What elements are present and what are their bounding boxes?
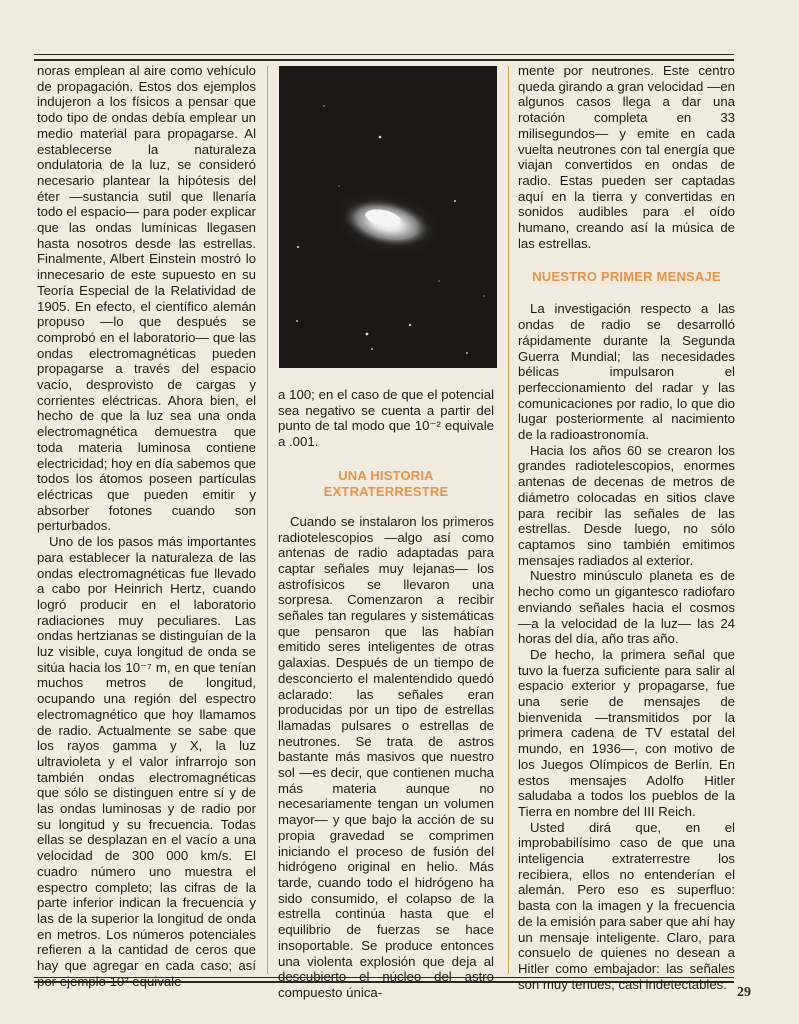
paragraph: Uno de los pasos más importantes para establecer la naturaleza de las ondas electromagnéticas fue llevado a cabo por Heinrich Hertz, cuando logró producir en el laboratorio radiaciones muy peculiares. Las ondas hertzianas se distinguían de la luz visible, cuya longitud de onda se sitúa hacia los 10⁻⁷ m, en que tenían muchos metros de longitud, ocupando una región del espectro electromagnético que hoy llamamos de radio. Actualmente se sabe que los rayos gamma y X, la luz ultravioleta y el valor infrarrojo son también ondas electromagnéticas que sólo se distinguen entre sí y de las ondas luminosas y de radio por su longitud y su frecuencia. Todas ellas se desplazan en el vacío a una velocidad de 300 000 km/s. El cuadro número uno muestra el espectro completo; las cifras de la parte inferior indican la frecuencia y las de la superior la longitud de onda en metros. Los números potenciales refieren a la cantidad de ceros que hay que agregar en cada caso; así por ejemplo 10² equivale xyxy=(37,534,256,989)
paragraph: noras emplean al aire como vehículo de propagación. Estos dos ejemplos indujeron a los físicos a pensar que todo tipo de ondas debía emplear un medio material para propagarse. Al establecerse la naturaleza ondulatoria de la luz, se consideró necesario plantear la hipótesis del éter —sustancia sutil que llenaría todo el espacio— para poder explicar que las ondas lumínicas llegasen hasta nosotros desde las estrellas. Finalmente, Albert Einstein mostró lo innecesario de este supuesto en su Teoría Especial de la Relatividad de 1905. En efecto, el científico alemán propuso —lo que después se comprobó en el laboratorio— que las ondas electromagnéticas pueden propagarse a través del espacio vacío, desprovisto de cargas y corrientes eléctricas. Ahora bien, el hecho de que la luz sea una onda electromagnética demuestra que toda materia luminosa contiene electricidad; hoy en día sabemos que todos los átomos poseen partículas eléctricas que pueden emitir y absorber fotones cuando son perturbados. xyxy=(37,63,256,534)
paragraph: La investigación respecto a las ondas de radio se desarrolló rápidamente durante la Segunda Guerra Mundial; las necesidades bélicas impulsaron el perfeccionamiento del radar y las comunicaciones por radio, lo que dio lugar posteriormente al nacimiento de la radioastronomía. xyxy=(518,301,735,443)
column-divider xyxy=(267,66,268,974)
paragraph: Nuestro minúsculo planeta es de hecho como un gigantesco radiofaro enviando señales hacia el cosmos —a la velocidad de la luz— las 24 horas del día, año tras año. xyxy=(518,568,735,647)
paragraph: a 100; en el caso de que el potencial sea negativo se cuenta a partir del punto de tal modo que 10⁻² equivale a .001. xyxy=(278,387,494,450)
column-2 xyxy=(278,387,494,1001)
galaxy-photo xyxy=(279,66,497,368)
paragraph: Cuando se instalaron los primeros radiotelescopios —algo así como antenas de radio adaptadas para captar señales muy lejanas— los astrofísicos se llevaron una sorpresa. Comenzaron a recibir señales tan regulares y sistemáticas que pensaron que las habían emitido seres inteligentes de otras galaxias. Después de un tiempo de desconcierto el malentendido quedó aclarado: las señales eran producidas por un tipo de estrellas llamadas pulsares o estrellas de neutrones. Se trata de astros bastante más masivos que nuestro sol —es decir, que contienen mucha más materia aunque no necesariamente tengan un volumen mayor— y que bajo la acción de su propia gravedad se comprimen iniciando el proceso de fusión del hidrógeno original en helio. Más tarde, cuando todo el hidrógeno ha sido consumido, el colapso de la estrella continúa hasta que el equilibrio de fuerzas se hace insoportable. Se produce entonces una violenta explosión que deja al descubierto el núcleo del astro compuesto única- xyxy=(278,513,494,1000)
top-rule-thick xyxy=(34,59,734,61)
page-number: 29 xyxy=(737,985,751,1000)
paragraph: Usted dirá que, en el improbabilísimo caso de que una inteligencia extraterrestre los recibiera, ellos no entenderían el alemán. Pero eso es superfluo: basta con la imagen y la frecuencia de la emisión para saber que ahí hay un mensaje inteligente. Claro, para consuelo de quienes no desean a Hitler como embajador: las señales son muy tenues, casi indetectables. xyxy=(518,819,736,992)
column-3 xyxy=(518,63,735,992)
galaxy-image xyxy=(279,66,497,368)
paragraph: Hacia los años 60 se crearon los grandes radiotelescopios, enormes antenas de decenas de metros de diámetro colocadas en sitios clave para recibir las señales de las estrellas. Desde luego, no sólo captamos sino también emitimos mensajes radiados al exterior. xyxy=(518,442,735,568)
section-heading xyxy=(278,468,494,500)
heading-line: EXTRATERRESTRE xyxy=(323,483,449,499)
column-divider xyxy=(508,66,509,974)
column-1 xyxy=(37,63,256,989)
bottom-rule-thick xyxy=(34,981,734,983)
top-rule xyxy=(34,54,734,55)
bottom-rule xyxy=(34,977,734,978)
paragraph: mente por neutrones. Este centro queda girando a gran velocidad —en algunos casos llega a dar una rotación completa en 33 milisegundos— y emite en cada vuelta neutrones con tal energía que viajan convertidos en ondas de radio. Estas pueden ser captadas aquí en la tierra y convertidas en sonidos audibles para el oído humano, creando así la música de las estrellas. xyxy=(518,63,735,251)
paragraph: De hecho, la primera señal que tuvo la fuerza suficiente para salir al espacio exterior y propagarse, fue una serie de mensajes de bienvenida —transmitidos por la primera cadena de TV estatal del mundo, en 1936—, con motivo de los Juegos Olímpicos de Berlín. En estos mensajes Adolfo Hitler saludaba a todos los pueblos de la Tierra en nombre del III Reich. xyxy=(518,646,735,819)
section-heading: NUESTRO PRIMER MENSAJE xyxy=(532,269,721,285)
heading-line: UNA HISTORIA xyxy=(338,467,434,483)
